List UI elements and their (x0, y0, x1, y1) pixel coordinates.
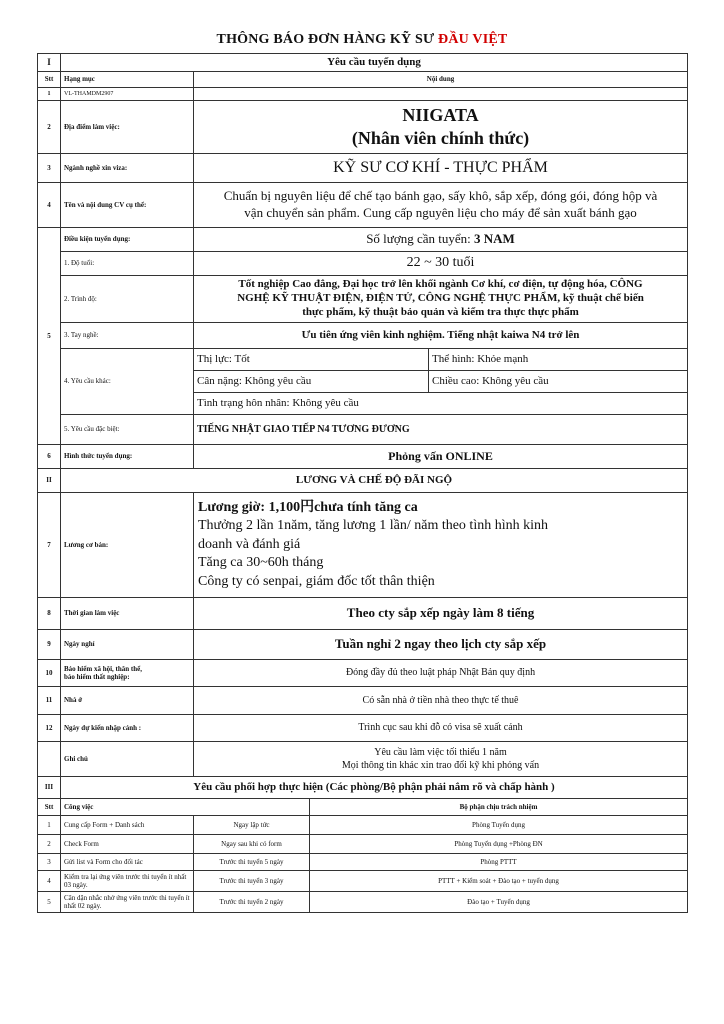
row-8 (38, 598, 688, 630)
row-8-num: 8 (38, 598, 61, 630)
header-content: Nội dung (194, 72, 688, 88)
education-value: Tốt nghiệp Cao đẳng, Đại học trở lên khối ngành Cơ khí, cơ điện, tự động hóa, CÔNG NGHỆ KỸ THUẬT ĐIỆN, ĐIỆN TỬ, CÔNG NGHỆ THỰC PHẨM, kỹ thuật chế biến thực phẩm, kỹ thuật bảo quản và kiểm tra thực thực phẩm (194, 276, 688, 323)
row-6-label: Hình thức tuyển dụng: (61, 445, 194, 469)
task-name: Gửi list và Form cho đối tác (61, 854, 194, 871)
task-row: 1 Cung cấp Form + Danh sách Ngay lập tức Phòng Tuyển dụng (38, 816, 688, 835)
skill-value: Ưu tiên ứng viên kinh nghiệm. Tiếng nhật kaiwa N4 trở lên (194, 323, 688, 349)
row-10 (38, 660, 688, 687)
row-7-num: 7 (38, 493, 61, 598)
section-3-header (38, 777, 688, 799)
row-9 (38, 630, 688, 660)
row-2 (38, 101, 688, 154)
row-9-num: 9 (38, 630, 61, 660)
row-3-num: 3 (38, 154, 61, 183)
title-prefix: THÔNG BÁO ĐƠN HÀNG KỸ SƯ (216, 32, 435, 47)
days-off: Tuần nghỉ 2 ngay theo lịch cty sắp xếp (194, 630, 688, 660)
job-description: Chuẩn bị nguyên liệu để chế tạo bánh gạo, sấy khô, sắp xếp, đóng gói, đóng hộp và vận chuyển sản phẩm. Cung cấp nguyên liệu cho máy để sản xuất bánh gạo (194, 183, 688, 228)
section-1-header (38, 54, 688, 72)
row-12-label: Ngày dự kiến nhập cảnh : (61, 715, 194, 742)
employment-type: (Nhân viên chính thức) (351, 128, 530, 148)
header-item: Hạng mục (61, 72, 194, 88)
special-value: TIẾNG NHẬT GIAO TIẾP N4 TƯƠNG ĐƯƠNG (194, 415, 688, 445)
job-order-table (37, 53, 688, 913)
row-2-label: Địa điểm làm việc: (61, 101, 194, 154)
row-1 (38, 88, 688, 101)
section-2-num: II (38, 469, 61, 493)
row-12 (38, 715, 688, 742)
interview-type: Phỏng vấn ONLINE (194, 445, 688, 469)
row-8-label: Thời gian làm việc (61, 598, 194, 630)
hourly-wage: Lương giờ: 1,100円chưa tính tăng ca (198, 499, 418, 515)
entry-date: Trình cục sau khi đỗ có visa sẽ xuất cảnh (194, 715, 688, 742)
task-row: 2 Check Form Ngay sau khi có form Phòng Tuyển dụng +Phòng ĐN (38, 835, 688, 854)
recruit-quantity: Số lượng cần tuyển: 3 NAM (194, 228, 688, 252)
note-value: Yêu cầu làm việc tối thiểu 1 năm Mọi thông tin khác xin trao đổi kỹ khi phỏng vấn (194, 742, 688, 777)
section-3-label: Yêu cầu phối hợp thực hiện (Các phòng/Bộ phận phải nắm rõ và chấp hành ) (61, 777, 688, 799)
task-time: Ngay lập tức (194, 816, 310, 835)
row-7 (38, 493, 688, 598)
salary-details: Lương giờ: 1,100円chưa tính tăng ca Thưởng 2 lần 1năm, tăng lương 1 lần/ năm theo tình hình kinh doanh và đánh giá Tăng ca 30~60h tháng Công ty có senpai, giám đốc tốt thân thiện (194, 493, 688, 598)
task-dept: Phòng Tuyển dụng +Phòng ĐN (310, 835, 688, 854)
task-row: 5 Cân dặn nhắc nhở ứng viên trước thi tuyển ít nhất 02 ngày. Trước thi tuyển 2 ngày Đào tạo + Tuyển dụng (38, 892, 688, 913)
row-4-num: 4 (38, 183, 61, 228)
section-2-label: LƯƠNG VÀ CHẾ ĐỘ ĐÃI NGỘ (61, 469, 688, 493)
row-3-label: Ngành nghề xin viza: (61, 154, 194, 183)
height-requirement: Chiều cao: Không yêu cầu (429, 371, 688, 393)
row-5-num: 5 (38, 228, 61, 445)
tasks-header-row (38, 799, 688, 816)
row-6-num: 6 (38, 445, 61, 469)
row-12-num: 12 (38, 715, 61, 742)
section-1-label: Yêu cầu tuyển dụng (61, 54, 688, 72)
row-1-num: 1 (38, 88, 61, 101)
row-4 (38, 183, 688, 228)
task-time: Trước thi tuyển 3 ngày (194, 871, 310, 892)
housing: Có sẵn nhà ở tiền nhà theo thực tế thuê (194, 687, 688, 715)
task-dept: Phòng PTTT (310, 854, 688, 871)
task-dept: Đào tạo + Tuyển dụng (310, 892, 688, 913)
row-11 (38, 687, 688, 715)
tasks-header-task: Công việc (61, 799, 310, 816)
task-name: Check Form (61, 835, 194, 854)
row-10-num: 10 (38, 660, 61, 687)
insurance: Đóng đầy đủ theo luật pháp Nhật Bản quy định (194, 660, 688, 687)
vision-requirement: Thị lực: Tốt (194, 349, 429, 371)
title-highlight: ĐẦU VIỆT (438, 32, 508, 47)
section-1-num: I (38, 54, 61, 72)
section-2-header (38, 469, 688, 493)
row-2-value (194, 101, 688, 154)
row-3 (38, 154, 688, 183)
row-5-other-1 (38, 349, 688, 371)
column-header-row (38, 72, 688, 88)
weight-requirement: Cân nặng: Không yêu cầu (194, 371, 429, 393)
age-label: 1. Độ tuổi: (61, 252, 194, 276)
row-4-label: Tên và nội dung CV cụ thể: (61, 183, 194, 228)
working-hours: Theo cty sắp xếp ngày làm 8 tiếng (194, 598, 688, 630)
row-9-label: Ngày nghỉ (61, 630, 194, 660)
task-row: 4 Kiểm tra lại ứng viên trước thi tuyển ít nhất 03 ngày. Trước thi tuyển 3 ngày PTTT + Kiểm soát + Đào tạo + tuyển dụng (38, 871, 688, 892)
row-6 (38, 445, 688, 469)
marital-requirement: Tình trạng hôn nhân: Không yêu cầu (194, 393, 688, 415)
header-stt: Stt (38, 72, 61, 88)
row-5-special (38, 415, 688, 445)
task-time: Trước thi tuyển 5 ngày (194, 854, 310, 871)
task-dept: PTTT + Kiểm soát + Đào tạo + tuyển dụng (310, 871, 688, 892)
task-time: Ngay sau khi có form (194, 835, 310, 854)
note-row (38, 742, 688, 777)
row-5-skill (38, 323, 688, 349)
row-11-label: Nhà ở (61, 687, 194, 715)
visa-occupation: KỸ SƯ CƠ KHÍ - THỰC PHẨM (194, 154, 688, 183)
task-name: Cân dặn nhắc nhở ứng viên trước thi tuyển ít nhất 02 ngày. (61, 892, 194, 913)
task-time: Trước thi tuyển 2 ngày (194, 892, 310, 913)
task-dept: Phòng Tuyển dụng (310, 816, 688, 835)
row-1-code: VL-THAMDM2907 (61, 88, 194, 101)
section-3-num: III (38, 777, 61, 799)
page-title (0, 32, 724, 48)
task-row: 3 Gửi list và Form cho đối tác Trước thi tuyển 5 ngày Phòng PTTT (38, 854, 688, 871)
work-location: NIIGATA (402, 104, 479, 125)
other-requirements-label: 4. Yêu cầu khác: (61, 349, 194, 415)
special-label: 5. Yêu cầu đặc biệt: (61, 415, 194, 445)
row-5-education (38, 276, 688, 323)
note-label: Ghi chú (61, 742, 194, 777)
skill-label: 3. Tay nghề: (61, 323, 194, 349)
task-name: Cung cấp Form + Danh sách (61, 816, 194, 835)
row-11-num: 11 (38, 687, 61, 715)
row-7-label: Lương cơ bản: (61, 493, 194, 598)
conditions-label: Điều kiện tuyển dụng: (61, 228, 194, 252)
age-value: 22 ~ 30 tuổi (194, 252, 688, 276)
row-2-num: 2 (38, 101, 61, 154)
row-5-age (38, 252, 688, 276)
tasks-header-stt: Stt (38, 799, 61, 816)
row-5-conditions (38, 228, 688, 252)
physique-requirement: Thể hình: Khỏe mạnh (429, 349, 688, 371)
education-label: 2. Trình độ: (61, 276, 194, 323)
tasks-header-dept: Bộ phận chịu trách nhiệm (310, 799, 688, 816)
row-10-label: Bảo hiểm xã hội, thân thể, bảo hiểm thất nghiệp: (61, 660, 194, 687)
task-name: Kiểm tra lại ứng viên trước thi tuyển ít nhất 03 ngày. (61, 871, 194, 892)
